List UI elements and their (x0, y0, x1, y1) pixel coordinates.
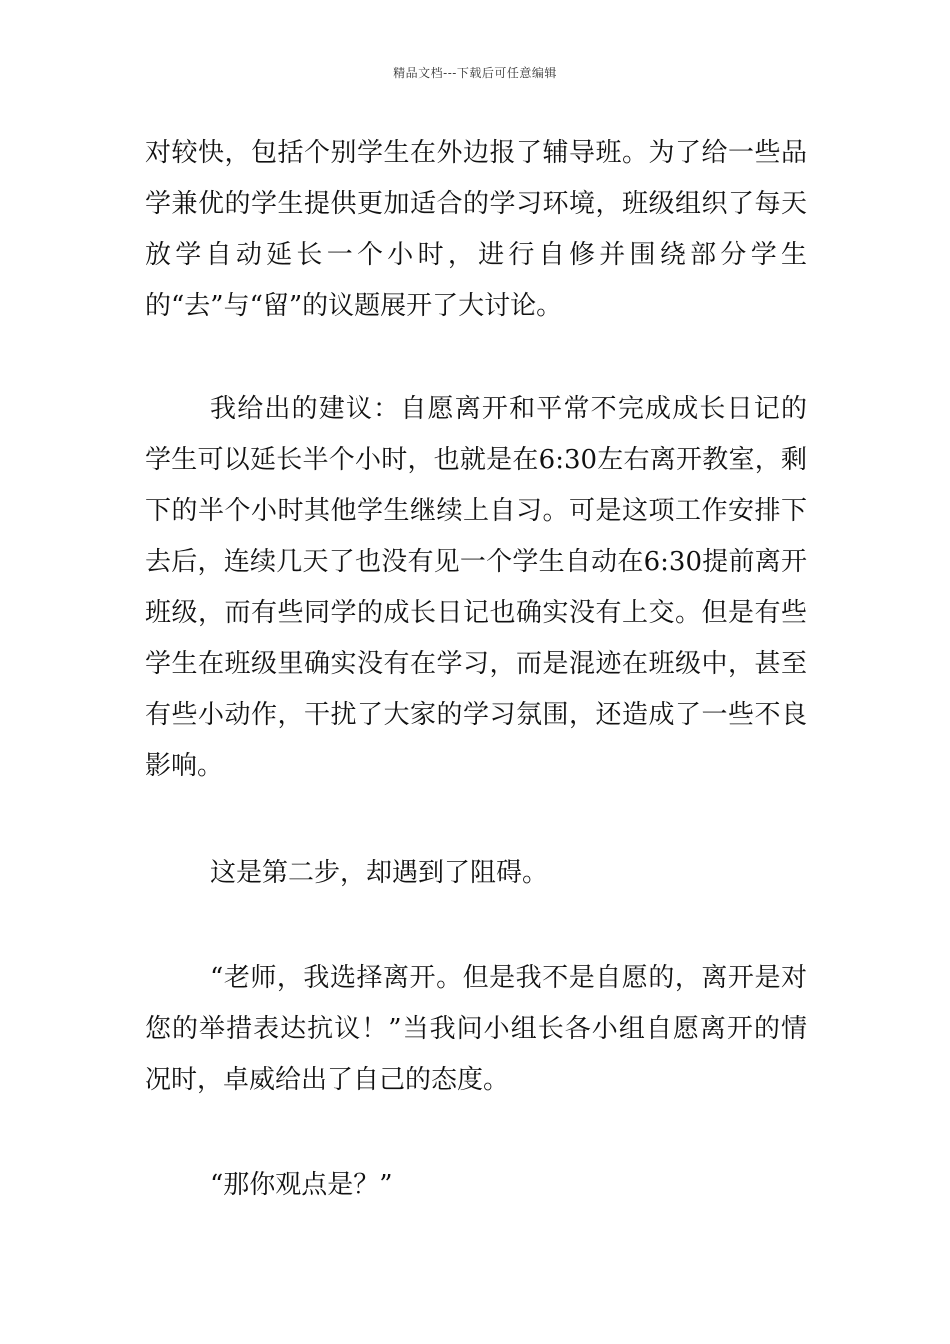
paragraph-5: “那你观点是？” (210, 1170, 393, 1200)
paragraph-4: “老师，我选择离开。但是我不是自愿的，离开是对您的举措表达抗议！”当我问小组长各小组自愿离开的情况时，卓威给出了自己的态度。 (145, 963, 807, 1095)
paragraph-2: 我给出的建议：自愿离开和平常不完成成长日记的学生可以延长半个小时，也就是在6:30左右离开教室，剩下的半个小时其他学生继续上自习。可是这项工作安排下去后，连续几天了也没有见一个学生自动在6:30提前离开班级，而有些同学的成长日记也确实没有上交。但是有些学生在班级里确实没有在学习，而是混迹在班级中，甚至有些小动作，干扰了大家的学习氛围，还造成了一些不良影响。 (145, 394, 807, 781)
paragraph-1: 对较快，包括个别学生在外边报了辅导班。为了给一些品学兼优的学生提供更加适合的学习环境，班级组织了每天放学自动延长一个小时，进行自修并围绕部分学生的“去”与“留”的议题展开了大讨论。 (145, 138, 807, 321)
paragraph-3: 这是第二步，却遇到了阻碍。 (210, 858, 549, 888)
page-header: 精品文档---下载后可任意编辑 (393, 66, 557, 80)
document-body (145, 128, 807, 1211)
